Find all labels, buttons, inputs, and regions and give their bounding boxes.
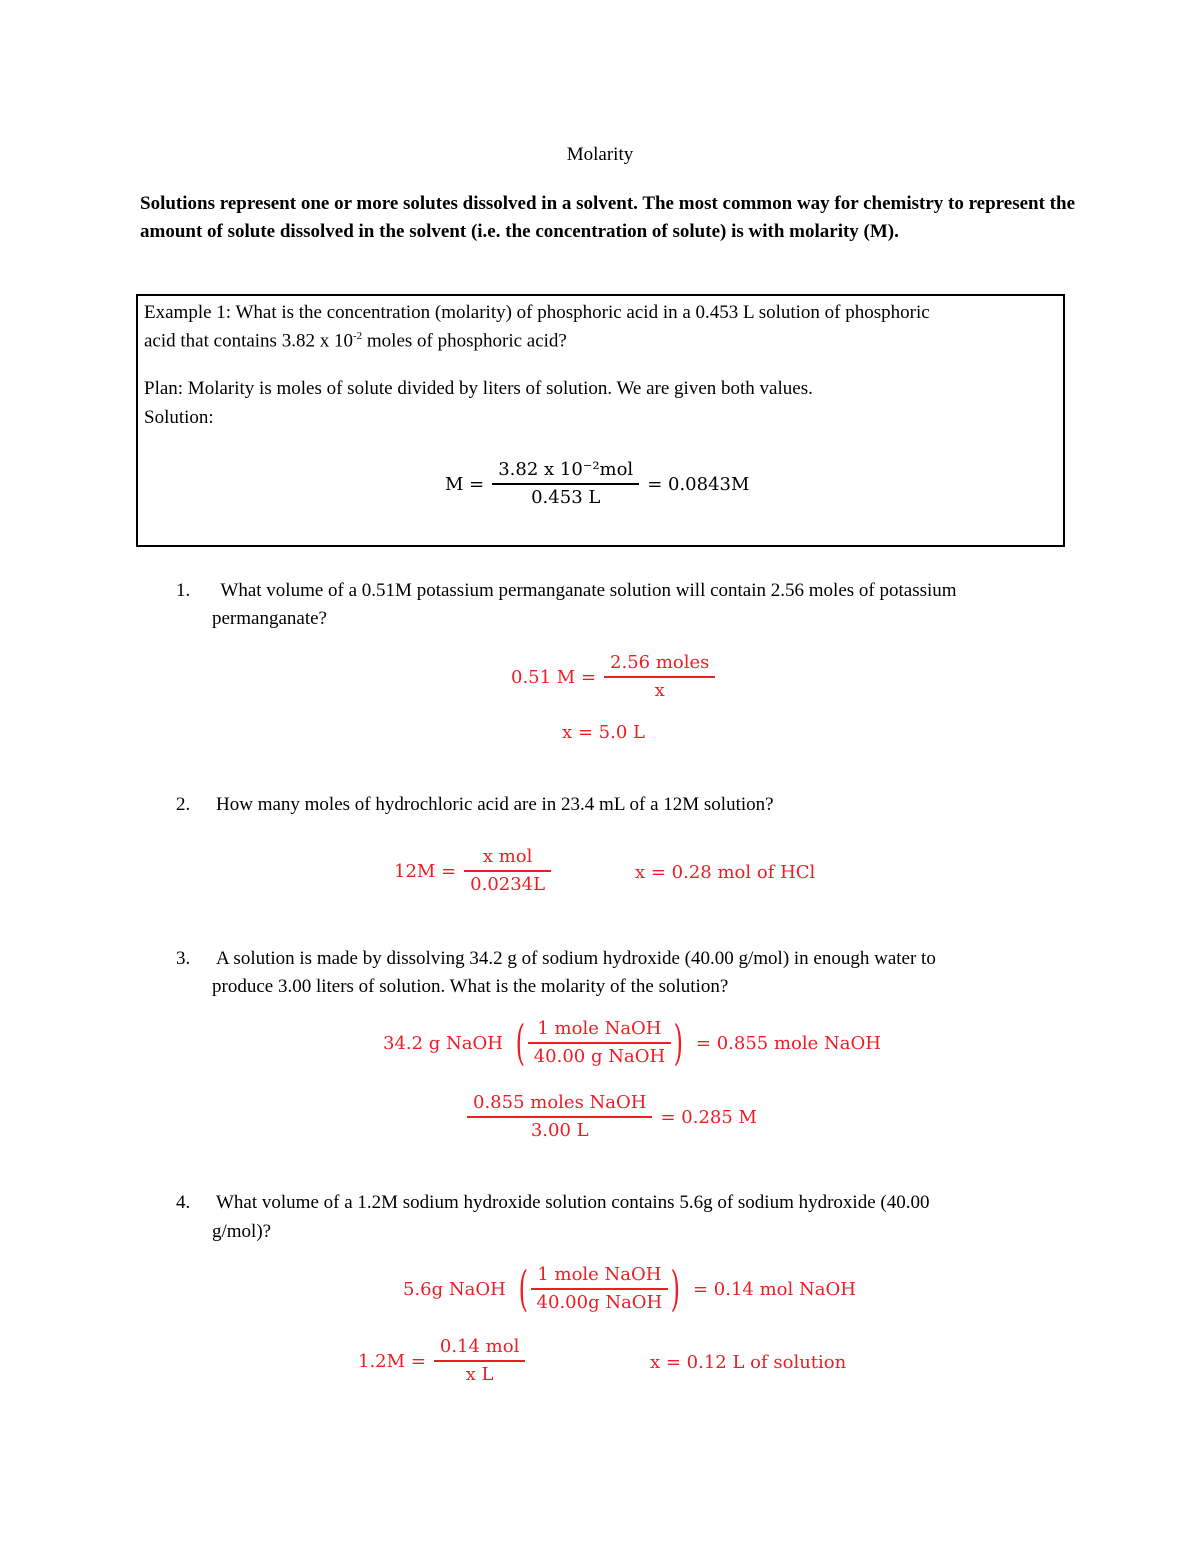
question-1-line2: permanganate? xyxy=(212,608,327,629)
q3-denominator-1: 40.00 g NaOH xyxy=(533,1046,666,1067)
question-2-number: 2. xyxy=(176,794,191,815)
left-paren: ( xyxy=(518,1261,528,1317)
example-question-line2 xyxy=(144,330,567,352)
example-numerator: 3.82 x 10⁻²mol xyxy=(498,459,634,480)
q4-numerator-2: 0.14 mol xyxy=(439,1336,520,1357)
q2-numerator: x mol xyxy=(482,846,533,867)
question-2-line1 xyxy=(176,794,774,816)
example-exponent: -2 xyxy=(352,330,363,342)
question-2-text: How many moles of hydrochloric acid are in 23.4 mL of a 12M solution? xyxy=(216,794,774,815)
q3-eq1-rhs: = 0.855 mole NaOH xyxy=(695,1032,881,1054)
question-4-equation-2 xyxy=(358,1334,525,1388)
example-eq-rhs: = 0.0843M xyxy=(647,473,750,495)
q4-fraction-2 xyxy=(434,1334,525,1388)
q4-fraction-1 xyxy=(531,1262,669,1316)
q3-eq2-rhs: = 0.285 M xyxy=(660,1106,757,1128)
right-paren: ) xyxy=(673,1015,684,1071)
question-1-text: What volume of a 0.51M potassium permanganate solution will contain 2.56 moles of potassium xyxy=(216,580,957,601)
question-3-equation-2 xyxy=(467,1090,757,1144)
left-paren: ( xyxy=(515,1015,526,1071)
right-paren: ) xyxy=(670,1261,681,1317)
question-1-equation-1 xyxy=(511,650,715,704)
q1-fraction xyxy=(604,650,715,704)
q1-eq1-lhs: 0.51 M = xyxy=(511,666,597,688)
q1-denominator: x xyxy=(654,680,665,701)
example-eq-lhs: M = xyxy=(445,473,485,495)
intro-paragraph: Solutions represent one or more solutes dissolved in a solvent. The most common way for chemistry to represent the amount of solute dissolved in the solvent (i.e. the concentration of solute) is with molarity (M). xyxy=(140,193,1076,242)
question-4-text: What volume of a 1.2M sodium hydroxide solution contains 5.6g of sodium hydroxide (40.00 xyxy=(216,1192,930,1213)
question-1-answer: x = 5.0 L xyxy=(562,722,645,743)
question-4-equation-1 xyxy=(403,1262,856,1316)
question-4-answer: x = 0.12 L of solution xyxy=(650,1352,847,1373)
q3-eq1-lhs: 34.2 g NaOH xyxy=(383,1032,503,1054)
example-text: acid that contains 3.82 x 10 xyxy=(144,330,353,352)
q3-denominator-2: 3.00 L xyxy=(530,1120,589,1141)
example-text-end: moles of phosphoric acid? xyxy=(362,330,567,352)
q3-fraction-1 xyxy=(528,1016,671,1070)
question-3-line1 xyxy=(176,948,936,970)
q2-fraction xyxy=(464,844,551,898)
q4-denominator-2: x L xyxy=(465,1364,494,1385)
q4-eq2-lhs: 1.2M = xyxy=(358,1350,426,1372)
q3-numerator-2: 0.855 moles NaOH xyxy=(473,1092,647,1113)
q4-denominator-1: 40.00g NaOH xyxy=(536,1292,663,1313)
question-1-line1 xyxy=(176,580,957,602)
q2-eq1-lhs: 12M = xyxy=(394,860,457,882)
example-equation xyxy=(445,457,749,511)
q4-eq1-lhs: 5.6g NaOH xyxy=(403,1278,506,1300)
example-plan: Plan: Molarity is moles of solute divided by liters of solution. We are given both values. xyxy=(144,378,813,399)
q1-numerator: 2.56 moles xyxy=(610,652,710,673)
q2-denominator: 0.0234L xyxy=(470,874,546,895)
page-title: Molarity xyxy=(566,144,634,165)
q4-numerator-1: 1 mole NaOH xyxy=(537,1264,662,1285)
q3-fraction-2 xyxy=(467,1090,652,1144)
question-3-equation-1 xyxy=(383,1016,881,1070)
example-fraction xyxy=(492,457,639,511)
q4-eq1-rhs: = 0.14 mol NaOH xyxy=(693,1278,856,1300)
question-4-line1 xyxy=(176,1192,929,1214)
question-4-line2: g/mol)? xyxy=(212,1221,272,1242)
example-denominator: 0.453 L xyxy=(531,487,601,508)
question-2-answer: x = 0.28 mol of HCl xyxy=(635,862,816,883)
question-1-number: 1. xyxy=(176,580,191,601)
question-2-equation-1 xyxy=(394,844,551,898)
question-3-number: 3. xyxy=(176,948,191,969)
question-4-number: 4. xyxy=(176,1192,191,1213)
question-3-text: A solution is made by dissolving 34.2 g of sodium hydroxide (40.00 g/mol) in enough water to xyxy=(216,948,936,969)
example-question-line1: Example 1: What is the concentration (molarity) of phosphoric acid in a 0.453 L solution of phosphoric xyxy=(144,302,930,323)
question-3-line2: produce 3.00 liters of solution. What is the molarity of the solution? xyxy=(212,976,729,997)
q3-numerator-1: 1 mole NaOH xyxy=(537,1018,662,1039)
example-solution-label: Solution: xyxy=(144,407,214,428)
